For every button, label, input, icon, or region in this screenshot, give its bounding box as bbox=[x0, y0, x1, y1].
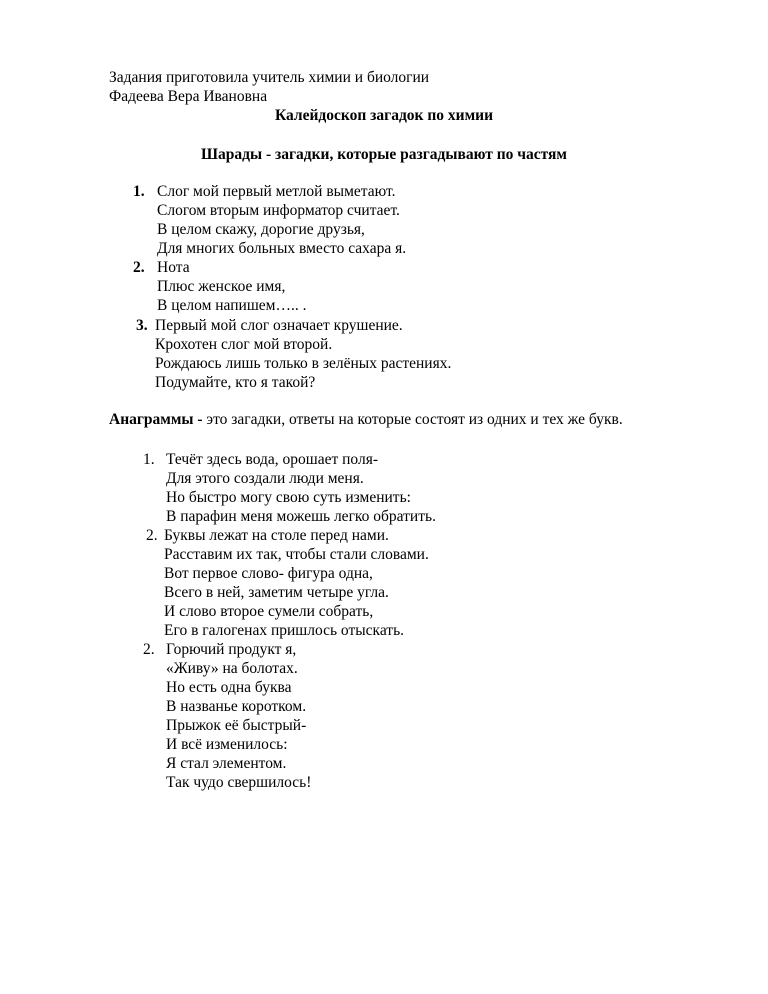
anagram-3-number: 2. bbox=[143, 641, 155, 658]
charade-2-line-3: В целом напишем….. . bbox=[157, 297, 307, 314]
charade-1-line-3: В целом скажу, дорогие друзья, bbox=[157, 221, 365, 238]
anagram-1-number: 1. bbox=[143, 451, 155, 468]
anagram-3-line-7: Я стал элементом. bbox=[166, 755, 287, 772]
anagram-1-line-4: В парафин меня можешь легко обратить. bbox=[166, 508, 436, 525]
anagram-3-line-2: «Живу» на болотах. bbox=[166, 660, 298, 677]
anagrams-heading-bold: Анаграммы - bbox=[109, 411, 203, 428]
anagram-1-line-3: Но быстро могу свою суть изменить: bbox=[166, 489, 411, 506]
charade-2-line-1: Нота bbox=[157, 259, 190, 276]
charade-3-line-3: Рождаюсь лишь только в зелёных растениях. bbox=[155, 355, 452, 372]
charade-3-line-4: Подумайте, кто я такой? bbox=[155, 374, 316, 391]
anagram-1-line-1: Течёт здесь вода, орошает поля- bbox=[166, 451, 379, 468]
anagram-3-line-3: Но есть одна буква bbox=[166, 679, 292, 696]
anagram-3-line-1: Горючий продукт я, bbox=[166, 641, 297, 658]
anagram-3-line-5: Прыжок её быстрый- bbox=[166, 717, 307, 734]
anagram-2-line-4: Всего в ней, заметим четыре угла. bbox=[164, 584, 389, 601]
anagram-2-line-6: Его в галогенах пришлось отыскать. bbox=[164, 622, 405, 639]
anagram-2-line-1: Буквы лежат на столе перед нами. bbox=[164, 527, 389, 544]
anagram-2-line-3: Вот первое слово- фигура одна, bbox=[164, 565, 373, 582]
charade-3-line-2: Крохотен слог мой второй. bbox=[155, 336, 333, 353]
anagram-1-line-2: Для этого создали люди меня. bbox=[166, 470, 364, 487]
anagram-2-line-5: И слово второе сумели собрать, bbox=[164, 603, 374, 620]
charade-2-line-2: Плюс женское имя, bbox=[157, 278, 286, 295]
anagram-2-line-2: Расставим их так, чтобы стали словами. bbox=[164, 546, 429, 563]
charade-1-line-1: Слог мой первый метлой выметают. bbox=[157, 183, 396, 200]
charade-1-line-2: Слогом вторым информатор считает. bbox=[157, 202, 400, 219]
author-line-1: Задания приготовила учитель химии и биологии bbox=[109, 69, 430, 86]
anagram-2-number: 2. bbox=[146, 527, 158, 544]
charade-3-number: 3. bbox=[136, 317, 148, 334]
charade-2-number: 2. bbox=[133, 259, 145, 276]
author-line-2: Фадеева Вера Ивановна bbox=[109, 88, 268, 105]
charade-1-number: 1. bbox=[133, 183, 145, 200]
anagrams-heading bbox=[109, 410, 623, 429]
charade-3-line-1: Первый мой слог означает крушение. bbox=[155, 317, 403, 334]
page-title: Калейдоскоп загадок по химии bbox=[275, 107, 493, 124]
anagram-3-line-4: В названье коротком. bbox=[166, 698, 307, 715]
charade-1-line-4: Для многих больных вместо сахара я. bbox=[157, 240, 407, 257]
charades-heading: Шарады - загадки, которые разгадывают по частям bbox=[201, 146, 567, 163]
anagram-3-line-6: И всё изменилось: bbox=[166, 736, 288, 753]
anagrams-heading-rest: это загадки, ответы на которые состоят из одних и тех же букв. bbox=[202, 411, 623, 428]
anagram-3-line-8: Так чудо свершилось! bbox=[166, 774, 312, 791]
